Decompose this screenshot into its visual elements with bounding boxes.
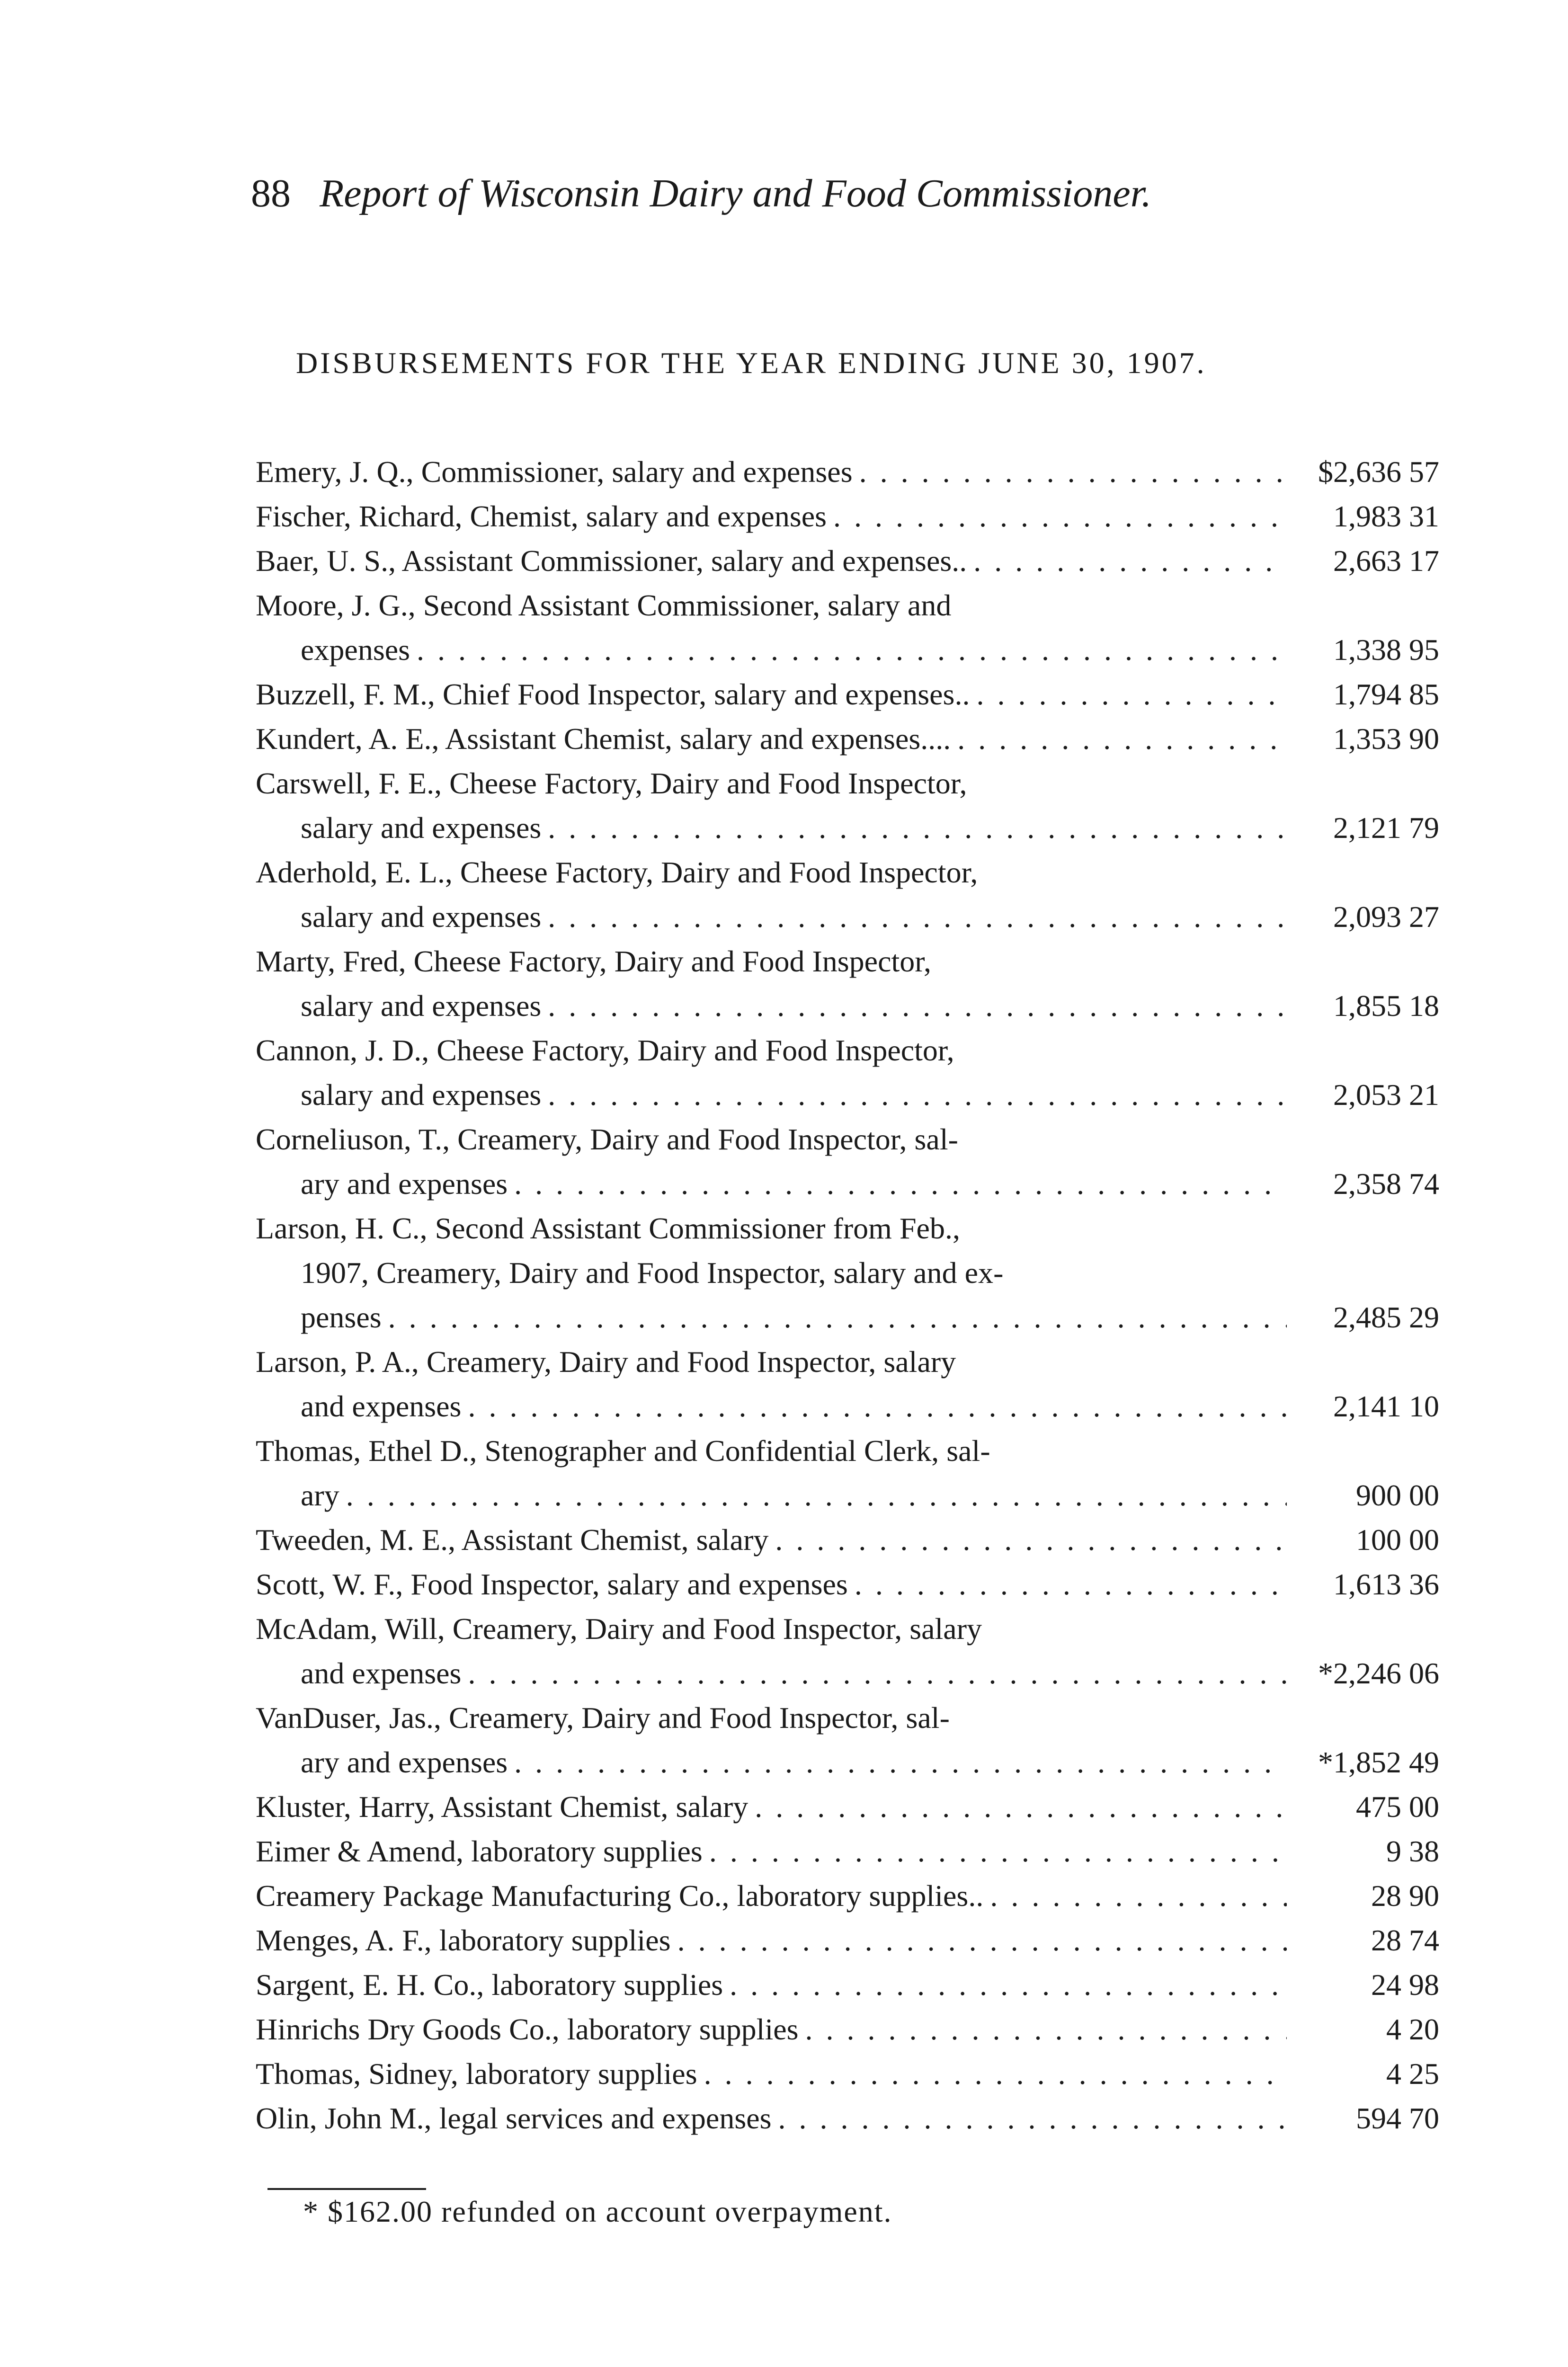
entry-amount: 475 00 [1356,1790,1439,1824]
entry-continuation-line [256,806,1439,850]
entry-continuation-line [256,628,1439,672]
disbursement-entry [256,1918,1439,1963]
entry-amount: 24 98 [1371,1968,1439,2002]
entry-amount: 4 25 [1386,2057,1439,2091]
entry-amount: 900 00 [1356,1478,1439,1512]
dot-leader [388,1295,1287,1340]
dot-leader [973,539,1287,583]
entry-amount: 2,663 17 [1333,544,1439,578]
entry-amount: 2,121 79 [1333,811,1439,845]
dot-leader [514,1162,1287,1206]
dot-leader [468,1384,1287,1429]
entry-amount: 2,485 29 [1333,1300,1439,1334]
entry-amount: $2,636 57 [1318,455,1439,489]
entry-amount: 2,093 27 [1333,900,1439,934]
entry-amount: 1,353 90 [1333,722,1439,756]
entry-text: VanDuser, Jas., Creamery, Dairy and Food Inspector, sal- [256,1701,950,1735]
entry-line [256,1028,1292,1073]
entry-line [256,939,1292,984]
dot-leader [548,806,1287,850]
entry-amount: 28 90 [1371,1879,1439,1913]
dot-leader [778,2096,1287,2141]
entry-continuation-line [256,1295,1439,1340]
entry-line [256,1518,1439,1562]
running-title: Report of Wisconsin Dairy and Food Commissioner. [320,171,1151,215]
entry-amount: 1,613 36 [1333,1567,1439,1601]
disbursement-entry [256,2096,1439,2141]
entry-amount: 28 74 [1371,1923,1439,1957]
dot-leader [957,717,1287,761]
entry-text: Olin, John M., legal services and expenses [256,2101,772,2135]
disbursement-entry [256,2007,1439,2052]
entry-line [256,583,1292,628]
dot-leader [976,672,1287,717]
entry-text: ary and expenses [301,1167,508,1201]
entry-text: Thomas, Sidney, laboratory supplies [256,2057,697,2091]
entry-line [256,450,1439,494]
disbursement-entry [256,583,1439,672]
disbursement-entry [256,1518,1439,1562]
entry-text: ary [301,1478,339,1512]
entry-line [256,494,1439,539]
entry-line [256,539,1439,583]
entry-line [256,1562,1439,1607]
disbursement-entry [256,717,1439,761]
disbursement-entry [256,1829,1439,1874]
dot-leader [417,628,1287,672]
dot-leader [548,895,1287,939]
disbursement-entry [256,1562,1439,1607]
entry-amount: 1,338 95 [1333,633,1439,667]
disbursement-entry [256,939,1439,1028]
disbursement-entry [256,1963,1439,2007]
entry-text: Cannon, J. D., Cheese Factory, Dairy and Food Inspector, [256,1033,954,1067]
entry-line [256,1206,1292,1251]
dot-leader [855,1562,1287,1607]
entry-text: salary and expenses [301,989,542,1023]
dot-leader [730,1963,1287,2007]
disbursement-entry [256,1206,1439,1340]
entry-text: Carswell, F. E., Cheese Factory, Dairy and Food Inspector, [256,766,967,800]
entry-amount: 2,358 74 [1333,1167,1439,1201]
entry-continuation-line [256,1651,1439,1696]
entry-line [256,1785,1439,1829]
footnote: * $162.00 refunded on account overpayment. [303,2195,892,2228]
disbursement-entry [256,2052,1439,2096]
page-number: 88 [251,171,291,215]
entry-line [256,717,1439,761]
disbursement-entry [256,672,1439,717]
entry-text: Larson, P. A., Creamery, Dairy and Food Inspector, salary [256,1345,956,1379]
dot-leader [709,1829,1287,1874]
entry-amount: 2,053 21 [1333,1078,1439,1112]
entry-text: Eimer & Amend, laboratory supplies [256,1834,703,1868]
entry-line [256,1963,1439,2007]
entry-line [256,1117,1292,1162]
entry-line [256,1829,1439,1874]
entry-text: Aderhold, E. L., Cheese Factory, Dairy and Food Inspector, [256,855,978,889]
entry-text: Scott, W. F., Food Inspector, salary and expenses [256,1567,848,1601]
entry-continuation-line [256,1473,1439,1518]
entry-text: Tweeden, M. E., Assistant Chemist, salary [256,1523,769,1557]
entry-line [256,2007,1439,2052]
dot-leader [990,1874,1287,1918]
dot-leader [755,1785,1287,1829]
disbursement-entry [256,539,1439,583]
entry-amount: 4 20 [1386,2012,1439,2046]
entry-text: Thomas, Ethel D., Stenographer and Confidential Clerk, sal- [256,1434,990,1468]
dot-leader [775,1518,1287,1562]
entry-text: salary and expenses [301,900,542,934]
entry-line [256,672,1439,717]
dot-leader [859,450,1287,494]
entry-text: salary and expenses [301,811,542,845]
entry-text: Larson, H. C., Second Assistant Commissioner from Feb., [256,1211,960,1245]
entry-text: salary and expenses [301,1078,542,1112]
entry-amount: 9 38 [1386,1834,1439,1868]
disbursement-entry [256,761,1439,850]
disbursement-entry [256,850,1439,939]
disbursement-list [256,450,1439,2141]
disbursement-entry [256,1340,1439,1429]
entry-continuation-line [256,1740,1439,1785]
dot-leader [468,1651,1287,1696]
dot-leader [677,1918,1287,1963]
entry-line [256,1607,1292,1651]
entry-text: ary and expenses [301,1745,508,1779]
disbursement-entry [256,494,1439,539]
entry-text: Buzzell, F. M., Chief Food Inspector, salary and expenses.. [256,677,970,711]
entry-line [256,761,1292,806]
disbursement-entry [256,450,1439,494]
entry-text: and expenses [301,1389,462,1423]
entry-text: Moore, J. G., Second Assistant Commissioner, salary and [256,588,952,622]
disbursement-entry [256,1028,1439,1117]
disbursement-entry [256,1874,1439,1918]
entry-line [256,1429,1292,1473]
entry-text: Menges, A. F., laboratory supplies [256,1923,671,1957]
entry-line [256,2052,1439,2096]
entry-text: Fischer, Richard, Chemist, salary and expenses [256,499,827,533]
dot-leader [833,494,1287,539]
entry-continuation-line [256,1162,1439,1206]
entry-text: Kluster, Harry, Assistant Chemist, salary [256,1790,748,1824]
entry-text: Emery, J. Q., Commissioner, salary and expenses [256,455,853,489]
entry-text: Creamery Package Manufacturing Co., laboratory supplies.. [256,1879,984,1913]
entry-amount: 594 70 [1356,2101,1439,2135]
entry-text: Hinrichs Dry Goods Co., laboratory supplies [256,2012,799,2046]
entry-amount: 1,794 85 [1333,677,1439,711]
entry-amount: *2,246 06 [1318,1656,1439,1690]
dot-leader [548,984,1287,1028]
entry-line [256,1696,1292,1740]
dot-leader [805,2007,1287,2052]
entry-text: 1907, Creamery, Dairy and Food Inspector, salary and ex- [301,1256,1004,1290]
entry-line [256,1874,1439,1918]
entry-continuation-line [256,1073,1439,1117]
entry-continuation-line [256,984,1439,1028]
entry-text: penses [301,1300,382,1334]
dot-leader [514,1740,1287,1785]
entry-continuation-line [256,1384,1439,1429]
entry-text: Marty, Fred, Cheese Factory, Dairy and Food Inspector, [256,944,931,978]
entry-text: Baer, U. S., Assistant Commissioner, salary and expenses.. [256,544,967,578]
entry-amount: *1,852 49 [1318,1745,1439,1779]
disbursement-entry [256,1117,1439,1206]
entry-text: McAdam, Will, Creamery, Dairy and Food Inspector, salary [256,1612,982,1646]
dot-leader [704,2052,1287,2096]
entry-line [256,850,1292,895]
page-header [251,170,1151,216]
entry-line [256,2096,1439,2141]
entry-line [256,1918,1439,1963]
disbursement-entry [256,1696,1439,1785]
entry-text: Corneliuson, T., Creamery, Dairy and Food Inspector, sal- [256,1122,958,1156]
entry-continuation-line [256,1251,1292,1295]
disbursement-entry [256,1785,1439,1829]
entry-text: Kundert, A. E., Assistant Chemist, salary and expenses.... [256,722,951,756]
dot-leader [346,1473,1287,1518]
dot-leader [548,1073,1287,1117]
section-title: DISBURSEMENTS FOR THE YEAR ENDING JUNE 30, 1907. [296,346,1207,380]
disbursement-entry [256,1607,1439,1696]
entry-line [256,1340,1292,1384]
entry-amount: 2,141 10 [1333,1389,1439,1423]
entry-text: and expenses [301,1656,462,1690]
footnote-rule [267,2188,426,2190]
entry-amount: 1,983 31 [1333,499,1439,533]
entry-text: expenses [301,633,410,667]
entry-text: Sargent, E. H. Co., laboratory supplies [256,1968,723,2002]
entry-amount: 100 00 [1356,1523,1439,1557]
entry-continuation-line [256,895,1439,939]
disbursement-entry [256,1429,1439,1518]
entry-amount: 1,855 18 [1333,989,1439,1023]
